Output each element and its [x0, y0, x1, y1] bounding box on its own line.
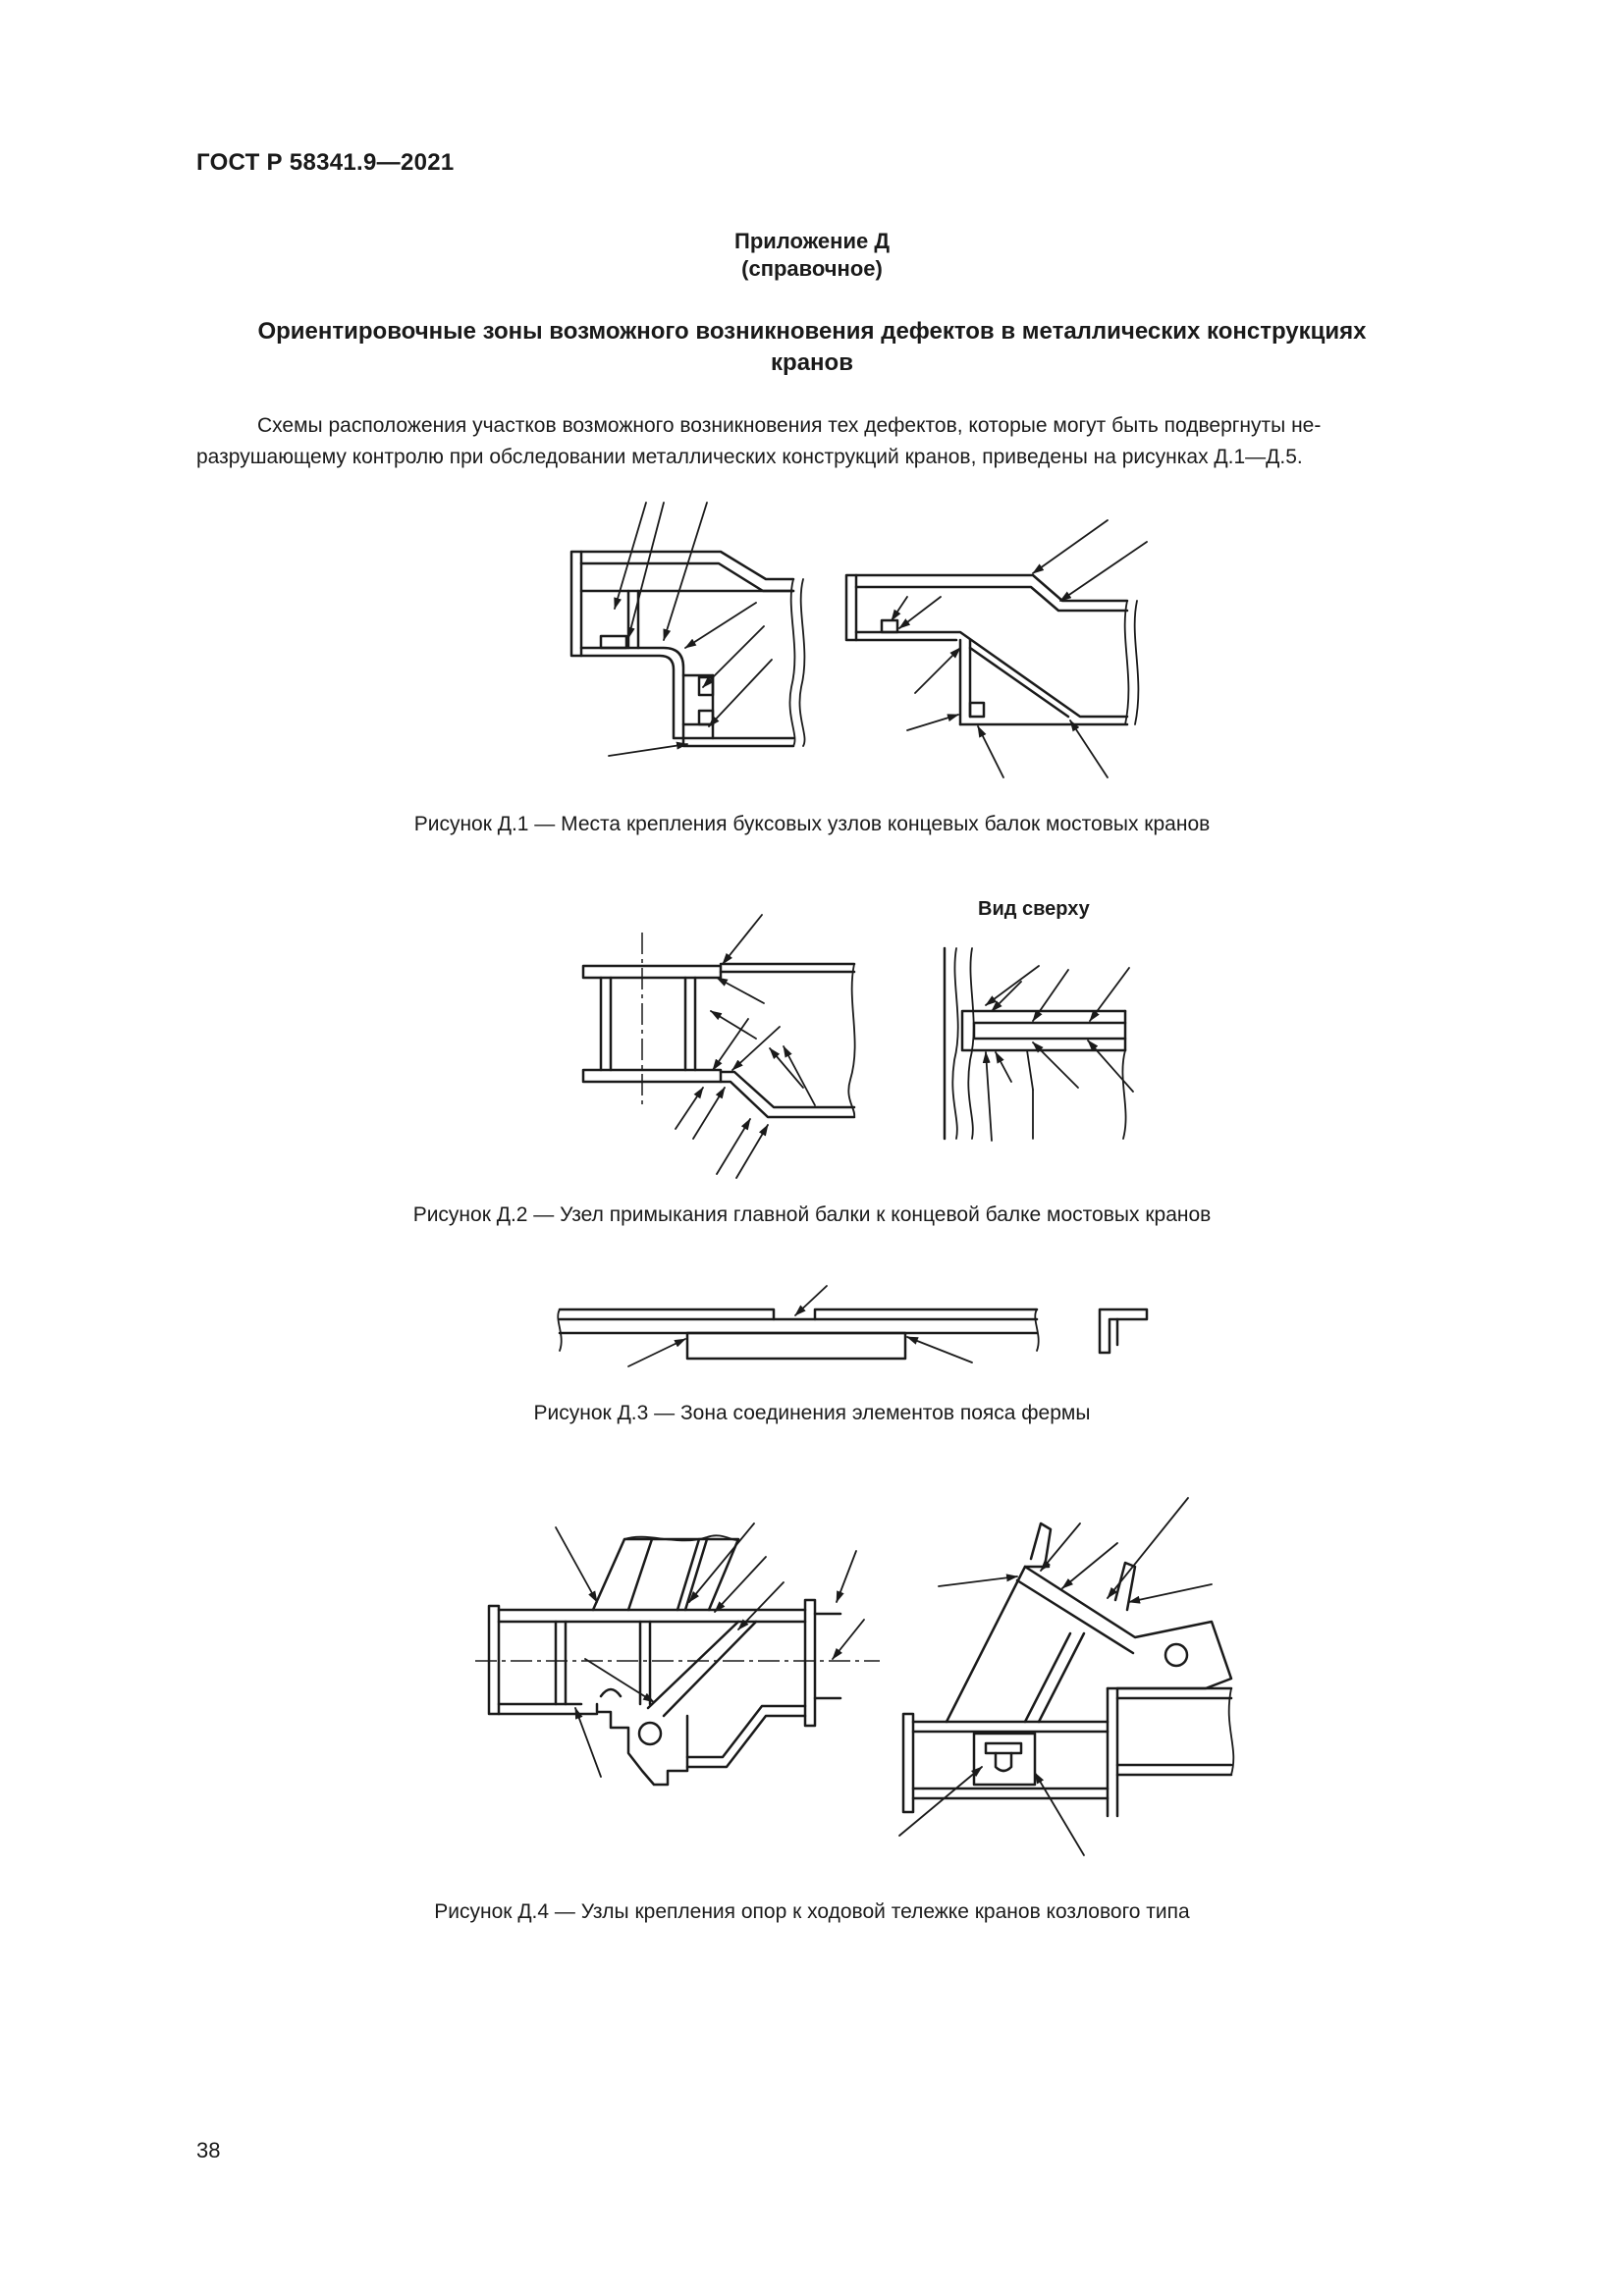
figure-d3-caption: Рисунок Д.3 — Зона соединения элементов пояса фермы	[533, 1402, 1091, 1424]
d2-left-joint	[583, 915, 855, 1178]
main-title-line-2: кранов	[771, 349, 853, 376]
figure-d2-drawing	[583, 915, 1133, 1178]
figure-d4-drawing	[475, 1498, 1233, 1855]
d1-left-beam	[571, 503, 805, 756]
d2-right-top-view	[945, 948, 1133, 1141]
figure-d2-view-label: Вид сверху	[978, 898, 1090, 920]
d4-left-node	[475, 1523, 880, 1785]
figure-d1-drawing	[571, 503, 1147, 777]
figure-d4-caption: Рисунок Д.4 — Узлы крепления опор к ходовой тележке кранов козлового типа	[434, 1900, 1190, 1923]
appendix-title: Приложение Д	[734, 229, 890, 253]
figure-d1-caption: Рисунок Д.1 — Места крепления буксовых узлов концевых балок мостовых кранов	[413, 813, 1211, 835]
figure-d3-drawing	[558, 1286, 1147, 1366]
d1-right-beam	[846, 520, 1147, 777]
page-number: 38	[196, 2138, 221, 2163]
appendix-note: (справочное)	[741, 256, 883, 281]
intro-line-2: разрушающему контролю при обследовании металлических конструкций кранов, приведены на рисунках Д.1—Д.5.	[196, 446, 1303, 468]
d4-right-node	[899, 1498, 1233, 1855]
intro-text-1: Схемы расположения участков возможного возникновения тех дефектов, которые могут быть подвергнуты не-	[257, 414, 1322, 437]
document-code: ГОСТ Р 58341.9—2021	[196, 149, 455, 176]
main-title-line-1: Ориентировочные зоны возможного возникновения дефектов в металлических конструкциях	[257, 318, 1367, 345]
figure-d2-caption: Рисунок Д.2 — Узел примыкания главной балки к концевой балке мостовых кранов	[412, 1203, 1212, 1226]
